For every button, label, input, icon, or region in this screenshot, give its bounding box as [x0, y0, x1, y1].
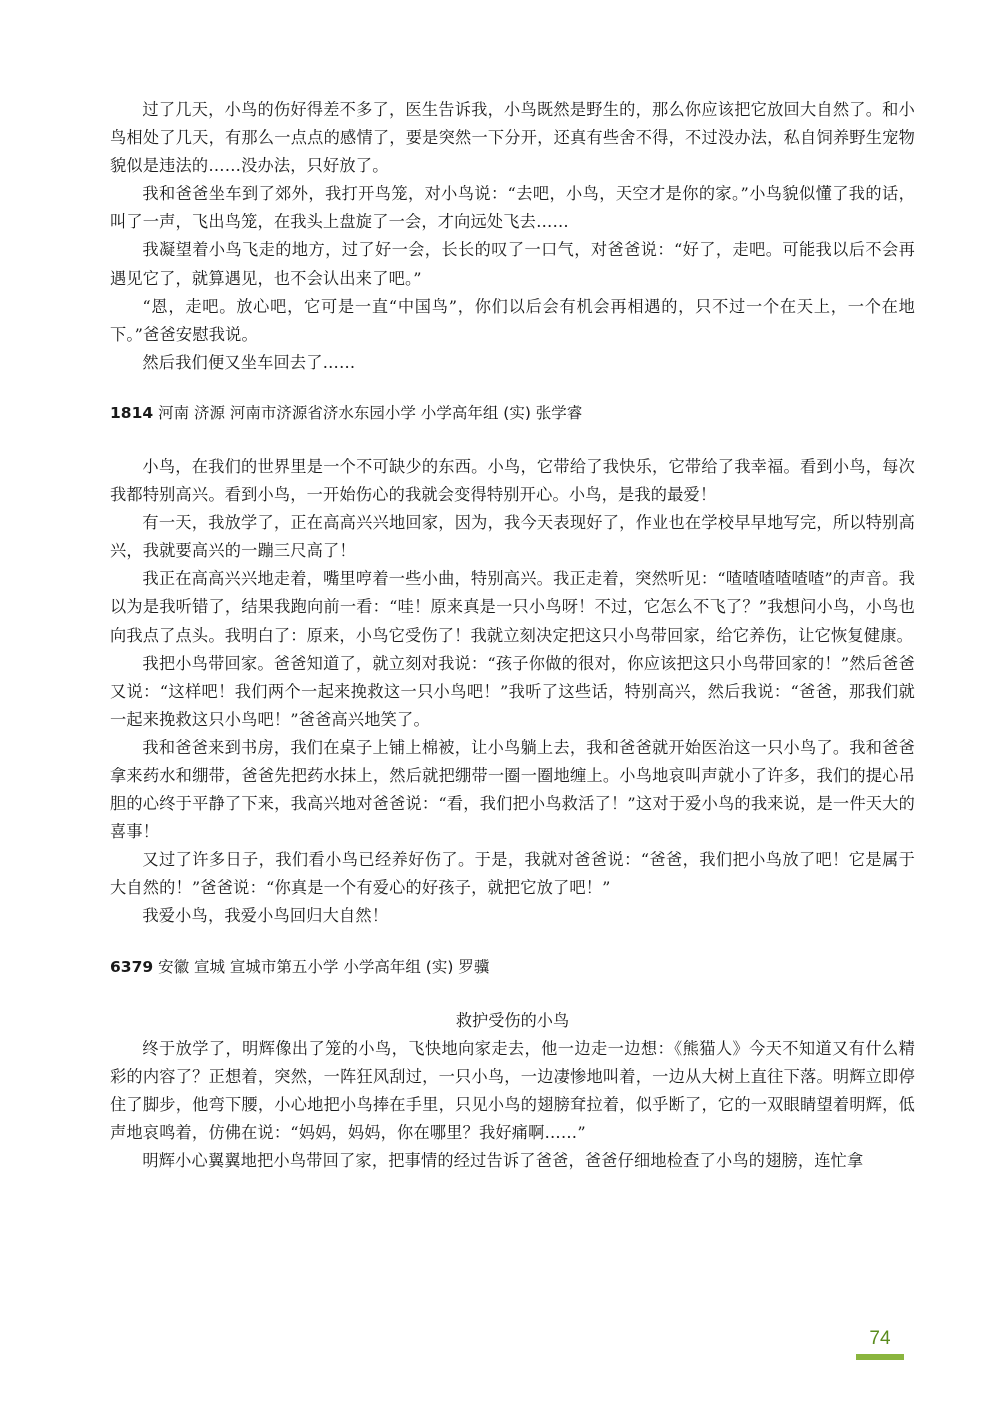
- paragraph: 我爱小鸟，我爱小鸟回归大自然！: [142, 906, 389, 926]
- paragraph: 我正在高高兴兴地走着，嘴里哼着一些小曲，特别高兴。我正走着，突然听见：“喳喳喳喳喳喳”的声音。我以为是我听错了，结果我跑向前一看：“哇！原来真是一只小鸟呀！不过，它怎么不飞了？”我想问小鸟，小鸟也向我点了点头。我明白了：原来，小鸟它受伤了！我就立刻决定把这只小鸟带回家，给它养伤，让它恢复健康。: [110, 569, 915, 645]
- paragraph: 然后我们便又坐车回去了……: [142, 352, 356, 372]
- entry-info: 河南 济源 河南市济源省济水东园小学 小学高年组 (实) 张学睿: [158, 403, 583, 422]
- page-number-box: [856, 1324, 904, 1362]
- paragraph: 又过了许多日子，我们看小鸟已经养好伤了。于是，我就对爸爸说：“爸爸，我们把小鸟放了吧！它是属于大自然的！”爸爸说：“你真是一个有爱心的好孩子，就把它放了吧！”: [110, 850, 915, 898]
- paragraph: 我和爸爸坐车到了郊外，我打开鸟笼，对小鸟说：“去吧，小鸟，天空才是你的家。”小鸟貌似懂了我的话，叫了一声，飞出鸟笼，在我头上盘旋了一会，才向远处飞去……: [110, 184, 915, 232]
- paragraph: 我把小鸟带回家。爸爸知道了，就立刻对我说：“孩子你做的很对，你应该把这只小鸟带回家的！”然后爸爸又说：“这样吧！我们两个一起来挽救这一只小鸟吧！”我听了这些话，特别高兴，然后我说：“爸爸，那我们就一起来挽救这只小鸟吧！”爸爸高兴地笑了。: [110, 653, 915, 729]
- paragraph: 我和爸爸来到书房，我们在桌子上铺上棉被，让小鸟躺上去，我和爸爸就开始医治这一只小鸟了。我和爸爸拿来药水和绷带，爸爸先把药水抹上，然后就把绷带一圈一圈地缠上。小鸟地哀叫声就小了许多，我们的提心吊胆的心终于平静了下来，我高兴地对爸爸说：“看，我们把小鸟救活了！”这对于爱小鸟的我来说，是一件天大的喜事！: [110, 737, 915, 842]
- spacer: [110, 979, 915, 1007]
- spacer: [110, 425, 915, 453]
- page-number: 74: [869, 1328, 891, 1349]
- paragraph: 过了几天，小鸟的伤好得差不多了，医生告诉我，小鸟既然是野生的，那么你应该把它放回大自然了。和小鸟相处了几天，有那么一点点的感情了，要是突然一下分开，还真有些舍不得，不过没办法，私自饲养野生宠物貌似是违法的……没办法，只好放了。: [110, 100, 915, 176]
- paragraph: 有一天，我放学了，正在高高兴兴地回家，因为，我今天表现好了，作业也在学校早早地写完，所以特别高兴，我就要高兴的一蹦三尺高了！: [110, 513, 915, 561]
- entry-header: [110, 955, 915, 979]
- paragraph: “恩，走吧。放心吧，它可是一直“中国鸟”，你们以后会有机会再相遇的，只不过一个在天上，一个在地下。”爸爸安慰我说。: [110, 296, 915, 344]
- entry-header: [110, 401, 915, 425]
- entry-number: 1814: [110, 403, 154, 422]
- paragraph: 小鸟，在我们的世界里是一个不可缺少的东西。小鸟，它带给了我快乐，它带给了我幸福。看到小鸟，每次我都特别高兴。看到小鸟，一开始伤心的我就会变得特别开心。小鸟，是我的最爱！: [110, 456, 915, 505]
- paragraph: 我凝望着小鸟飞走的地方，过了好一会，长长的叹了一口气，对爸爸说：“好了，走吧。可能我以后不会再遇见它了，就算遇见，也不会认出来了吧。”: [110, 240, 915, 288]
- page-number-bar: [856, 1354, 904, 1360]
- paragraph: 终于放学了，明辉像出了笼的小鸟，飞快地向家走去，他一边走一边想：《熊猫人》今天不知道又有什么精彩的内容了？正想着，突然，一阵狂风刮过，一只小鸟，一边凄惨地叫着，一边从大树上直往下落。明辉立即停住了脚步，他弯下腰，小心地把小鸟捧在手里，只见小鸟的翅膀耷拉着，似乎断了，它的一双眼睛望着明辉，低声地哀鸣着，仿佛在说：“妈妈，妈妈，你在哪里？我好痛啊……”: [110, 1038, 915, 1142]
- spacer: [110, 377, 915, 401]
- entry-info: 安徽 宣城 宣城市第五小学 小学高年组 (实) 罗骥: [158, 957, 490, 976]
- page-content: [110, 96, 915, 1175]
- entry-number: 6379: [110, 957, 154, 976]
- spacer: [110, 931, 915, 955]
- paragraph: 明辉小心翼翼地把小鸟带回了家，把事情的经过告诉了爸爸，爸爸仔细地检查了小鸟的翅膀，连忙拿: [142, 1151, 864, 1170]
- essay-title: 救护受伤的小鸟: [455, 1010, 570, 1030]
